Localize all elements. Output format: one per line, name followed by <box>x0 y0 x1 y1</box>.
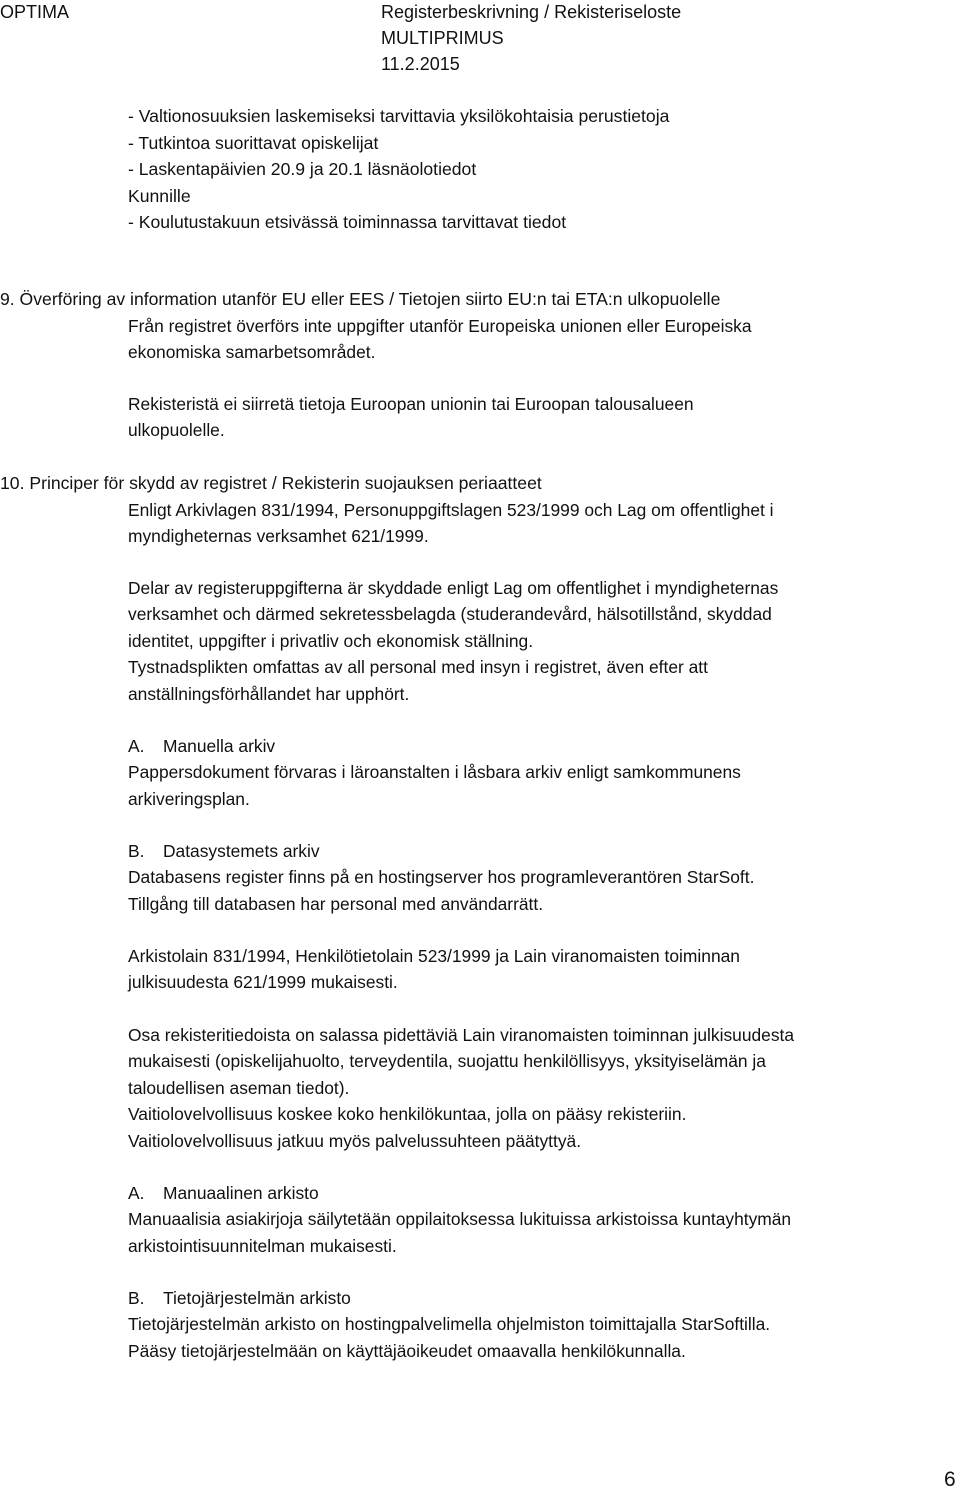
subheading-title: Datasystemets arkiv <box>163 841 320 861</box>
text-line: Enligt Arkivlagen 831/1994, Personuppgiftslagen 523/1999 och Lag om offentlighet i <box>128 500 774 520</box>
text-line: Tietojärjestelmän arkisto on hostingpalvelimella ohjelmiston toimittajalla StarSoftilla. <box>128 1314 771 1335</box>
text-line: ekonomiska samarbetsområdet. <box>128 342 376 363</box>
text-line: Osa rekisteritiedoista on salassa pidettäviä Lain viranomaisten toiminnan julkisuudesta <box>128 1025 795 1045</box>
subheading <box>128 733 741 759</box>
manual-archive-sv <box>128 733 741 812</box>
header-system-name: MULTIPRIMUS <box>381 28 504 48</box>
data-system-archive-fi <box>128 1285 770 1364</box>
text-line: julkisuudesta 621/1999 mukaisesti. <box>128 972 398 993</box>
text-line: Tillgång till databasen har personal med användarrätt. <box>128 893 544 914</box>
list-item: Kunnille <box>128 185 191 206</box>
header-date: 11.2.2015 <box>381 54 460 74</box>
text-line: Tystnadsplikten omfattas av all personal med insyn i registret, även efter att <box>128 657 708 678</box>
text-line: anställningsförhållandet har upphört. <box>128 683 410 704</box>
intro-list <box>128 103 669 236</box>
subheading <box>128 1285 770 1311</box>
text-line: Från registret överförs inte uppgifter utanför Europeiska unionen eller Europeiska <box>128 316 752 336</box>
finnish-confidentiality-text <box>128 1022 794 1154</box>
list-item: - Koulutustakuun etsivässä toiminnassa tarvittavat tiedot <box>128 212 567 232</box>
list-item: - Laskentapäivien 20.9 ja 20.1 läsnäolotiedot <box>128 159 477 179</box>
finnish-law-reference <box>128 943 740 996</box>
list-marker: B. <box>128 841 145 861</box>
list-marker: A. <box>128 1183 145 1203</box>
text-line: Databasens register finns på en hostingserver hos programleverantören StarSoft. <box>128 867 755 888</box>
section-9-finnish-text <box>128 391 694 444</box>
text-line: arkistointisuunnitelman mukaisesti. <box>128 1235 397 1256</box>
page-number: 6 <box>944 1468 956 1491</box>
list-item: - Tutkintoa suorittavat opiskelijat <box>128 132 379 153</box>
subheading-title: Manuaalinen arkisto <box>163 1183 319 1203</box>
header-title-block <box>381 0 681 77</box>
subheading <box>128 838 754 864</box>
text-line: Pääsy tietojärjestelmään on käyttäjäoikeudet omaavalla henkilökunnalla. <box>128 1340 686 1361</box>
section-10-law-reference <box>128 497 774 550</box>
text-line: taloudellisen aseman tiedot). <box>128 1077 350 1098</box>
section-9-swedish-text <box>128 313 752 366</box>
manual-archive-fi <box>128 1180 791 1259</box>
list-item: - Valtionosuuksien laskemiseksi tarvittavia yksilökohtaisia perustietoja <box>128 106 670 126</box>
text-line: Manuaalisia asiakirjoja säilytetään oppilaitoksessa lukituissa arkistoissa kuntayhtymän <box>128 1209 792 1230</box>
header-org-name: OPTIMA <box>0 2 70 22</box>
list-marker: A. <box>128 736 145 756</box>
section-9-heading: 9. Överföring av information utanför EU eller EES / Tietojen siirto EU:n tai ETA:n ulkopuolelle <box>0 289 721 309</box>
list-marker: B. <box>128 1288 145 1308</box>
text-line: Vaitiolovelvollisuus koskee koko henkilökuntaa, jolla on pääsy rekisteriin. <box>128 1104 687 1125</box>
subheading-title: Manuella arkiv <box>163 736 276 756</box>
section-10-confidentiality-text <box>128 575 778 707</box>
section-10-heading: 10. Principer för skydd av registret / Rekisterin suojauksen periaatteet <box>0 473 542 493</box>
text-line: myndigheternas verksamhet 621/1999. <box>128 526 429 547</box>
text-line: Arkistolain 831/1994, Henkilötietolain 523/1999 ja Lain viranomaisten toiminnan <box>128 946 740 966</box>
text-line: arkiveringsplan. <box>128 788 250 809</box>
text-line: Delar av registeruppgifterna är skyddade enligt Lag om offentlighet i myndigheternas <box>128 578 779 598</box>
data-system-archive-sv <box>128 838 754 917</box>
text-line: Pappersdokument förvaras i läroanstalten i låsbara arkiv enligt samkommunens <box>128 762 741 783</box>
header-title: Registerbeskrivning / Rekisteriseloste <box>381 2 682 22</box>
text-line: identitet, uppgifter i privatliv och ekonomisk ställning. <box>128 630 534 651</box>
subheading <box>128 1180 791 1206</box>
text-line: Vaitiolovelvollisuus jatkuu myös palvelussuhteen päätyttyä. <box>128 1130 582 1151</box>
text-line: verksamhet och därmed sekretessbelagda (studerandevård, hälsotillstånd, skyddad <box>128 604 772 625</box>
text-line: Rekisteristä ei siirretä tietoja Euroopan unionin tai Euroopan talousalueen <box>128 394 694 414</box>
text-line: ulkopuolelle. <box>128 420 225 441</box>
text-line: mukaisesti (opiskelijahuolto, terveydentila, suojattu henkilöllisyys, yksityiselämän ja <box>128 1051 766 1072</box>
subheading-title: Tietojärjestelmän arkisto <box>163 1288 351 1308</box>
